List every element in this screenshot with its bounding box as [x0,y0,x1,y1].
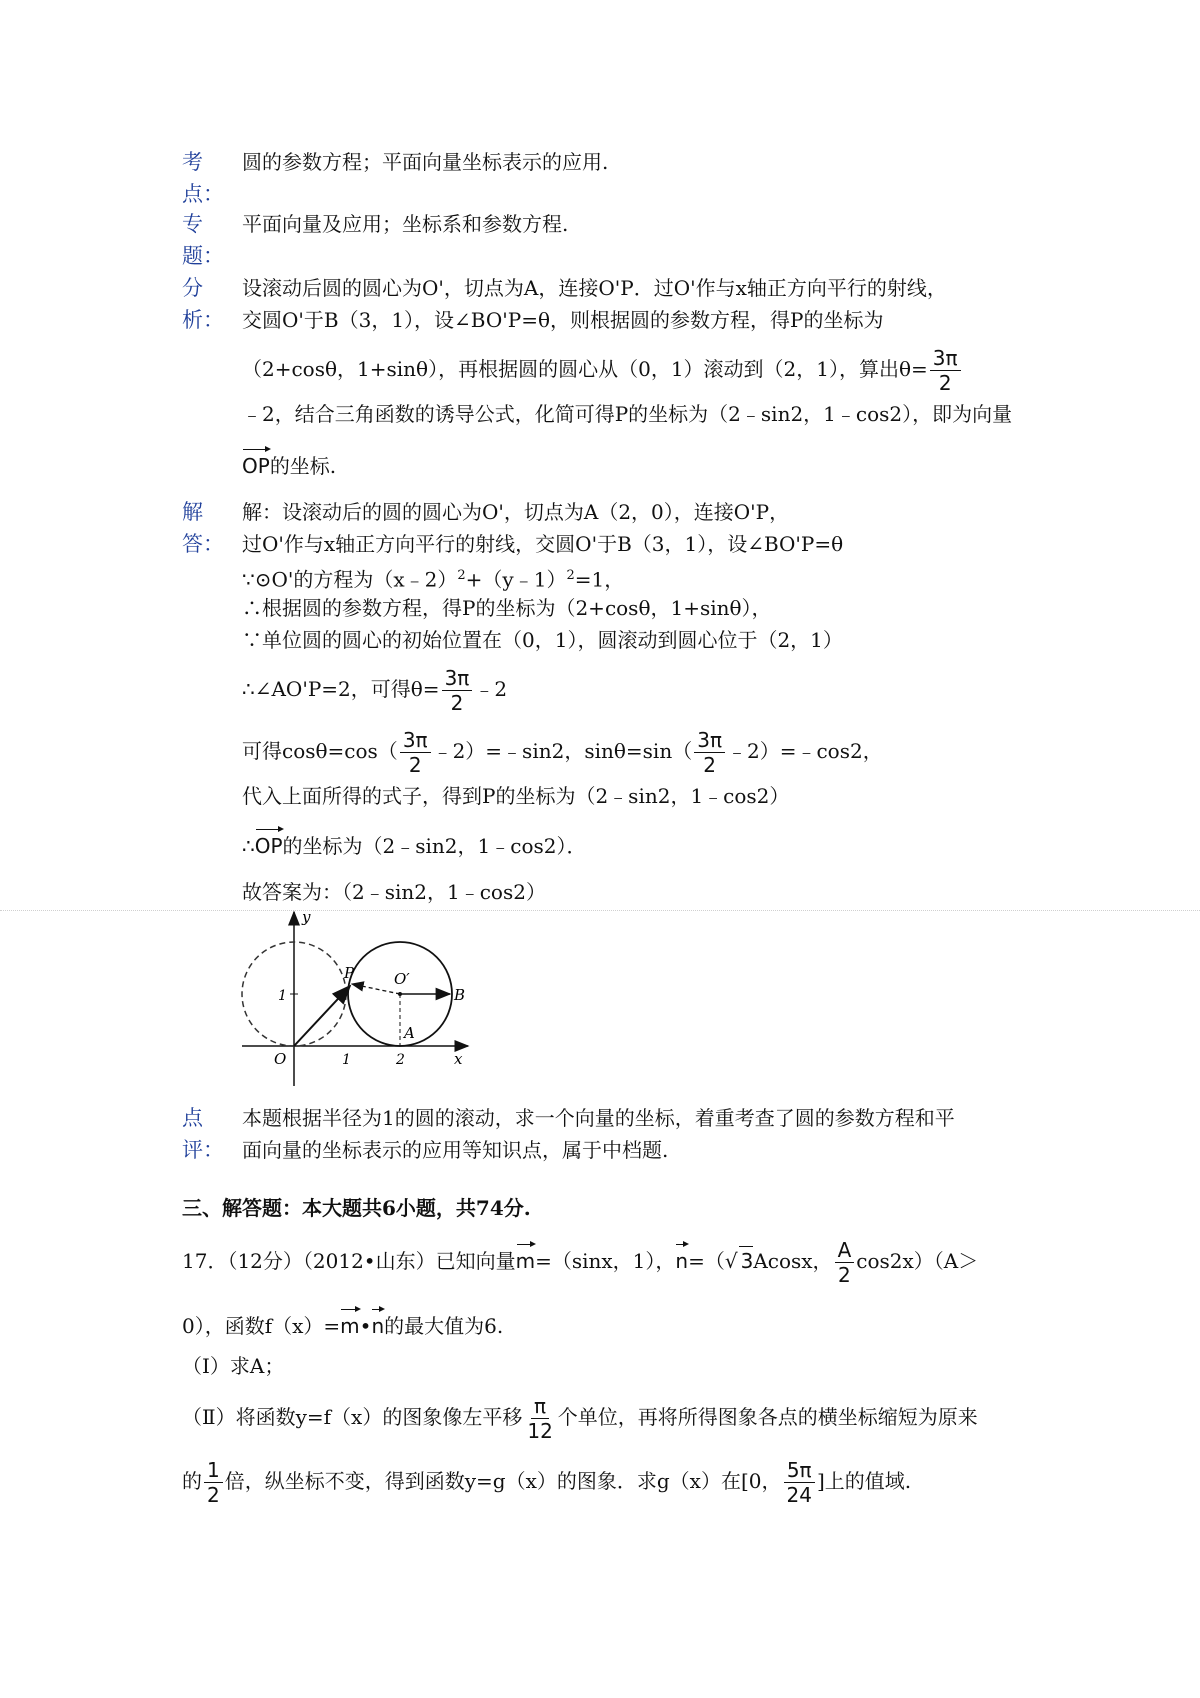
label-b: B [454,986,466,1004]
vector-op: OP [255,826,283,860]
solution-line-10: 故答案为：（2﹣sin2，1﹣cos2） [242,880,546,904]
sqrt-3: 3 [739,1246,754,1275]
solution-line-9: ∴OP的坐标为（2﹣sin2，1﹣cos2）． [242,826,587,860]
vector-n: n [675,1241,688,1275]
rolling-circle-figure [236,908,476,1088]
solution-line-2: 过O'作与x轴正方向平行的射线，交圆O'于B（3，1），设∠BO'P=θ [242,532,844,556]
fraction-pi-over-12: $\frac{\pi}{12}$ [527,1394,553,1443]
solution-line-8: 代入上面所得的式子，得到P的坐标为（2﹣sin2，1﹣cos2） [242,784,790,808]
sqrt-symbol: √ [724,1249,738,1273]
fraction-5pi-over-24: $\frac{5\pi}{24}$ [783,1458,814,1507]
label-y: y [302,908,311,926]
label-jieda: 解 答： [182,500,224,556]
solution-line-4: ∴根据圆的参数方程，得P的坐标为（2+cosθ，1+sinθ）， [242,596,772,620]
label-zhuanti: 专 题： [182,212,224,268]
label-p: P [344,964,355,982]
q17-part-2-line-2: 的 $\frac{1}{2}$ 倍，纵坐标不变，得到函数y=g（x）的图象．求g（x）在[0， $\frac{5\pi}{24}$ ]上的值域. [182,1458,912,1507]
comment-line-2: 面向量的坐标表示的应用等知识点，属于中档题. [242,1138,669,1162]
vector-m: m [516,1241,535,1275]
label-fenxi: 分 析： [182,276,224,332]
label-o-prime: O′ [394,970,410,988]
fraction-1-over-2: $\frac{1}{2}$ [204,1458,223,1507]
segment-o-prime-p [352,984,400,994]
tick-label-x-2: 2 [396,1052,405,1068]
q17-part-1: （Ⅰ）求A； [182,1354,285,1378]
vector-op: OP [242,446,270,480]
q17-line-2: 0），函数f（x）=m•n的最大值为6. [182,1306,503,1340]
fraction-a-over-2: $\frac{A}{2}$ [835,1238,855,1287]
zhuanti-text: 平面向量及应用；坐标系和参数方程. [242,212,569,236]
q17-line-1: 17．（12分）（2012•山东）已知向量m=（sinx，1），n=（√ 3Acosx， $\frac{A}{2}$ cos2x）（A＞ [182,1238,979,1287]
label-dianping: 点 评： [182,1106,224,1162]
tick-label-y-1: 1 [278,988,287,1004]
fraction-3pi-over-2: $\frac{3\pi}{2}$ [400,728,431,777]
solution-line-7: 可得cosθ=cos（ $\frac{3\pi}{2}$ ﹣2）=﹣sin2，sinθ=sin（ $\frac{3\pi}{2}$ ﹣2）=﹣cos2， [242,728,883,777]
analysis-line-4: ﹣2，结合三角函数的诱导公式，化简可得P的坐标为（2﹣sin2，1﹣cos2），即为向量 [242,402,1013,426]
analysis-line-3: （2+cosθ，1+sinθ），再根据圆的圆心从（0，1）滚动到（2，1），算出θ= $\frac{3\pi}{2}$ [242,346,963,395]
tick-label-x-1: 1 [342,1052,351,1068]
label-a: A [404,1024,415,1042]
solution-line-1: 解：设滚动后的圆的圆心为O'，切点为A（2，0），连接O'P， [242,500,790,524]
fraction-3pi-over-2: $\frac{3\pi}{2}$ [930,346,961,395]
page-divider [0,910,1200,911]
fraction-3pi-over-2: $\frac{3\pi}{2}$ [694,728,725,777]
label-x: x [454,1050,463,1068]
solution-line-3: ∵⊙O'的方程为（x﹣2）$^2$+（y﹣1）$^2$=1， [242,567,625,592]
q17-part-2-line-1: （Ⅱ）将函数y=f（x）的图象像左平移 $\frac{\pi}{12}$ 个单位，再将所得图象各点的横坐标缩短为原来 [182,1394,978,1443]
vector-m: m [340,1306,359,1340]
section-3-title: 三、解答题：本大题共6小题，共74分. [182,1196,531,1220]
label-origin: O [274,1050,287,1068]
analysis-line-1: 设滚动后圆的圆心为O'，切点为A，连接O'P．过O'作与x轴正方向平行的射线， [242,276,947,300]
label-kaodian: 考 点： [182,150,224,206]
fraction-3pi-over-2: $\frac{3\pi}{2}$ [442,666,473,715]
comment-line-1: 本题根据半径为1的圆的滚动，求一个向量的坐标，着重考查了圆的参数方程和平 [242,1106,955,1130]
kaodian-text: 圆的参数方程；平面向量坐标表示的应用. [242,150,609,174]
solution-line-6: ∴∠AO'P=2，可得θ= $\frac{3\pi}{2}$ ﹣2 [242,666,508,715]
solution-line-5: ∵单位圆的圆心的初始位置在（0，1），圆滚动到圆心位于（2，1） [242,628,843,652]
analysis-line-5: OP的坐标. [242,446,336,480]
analysis-line-2: 交圆O'于B（3，1），设∠BO'P=θ，则根据圆的参数方程，得P的坐标为 [242,308,884,332]
vector-n: n [371,1306,384,1340]
